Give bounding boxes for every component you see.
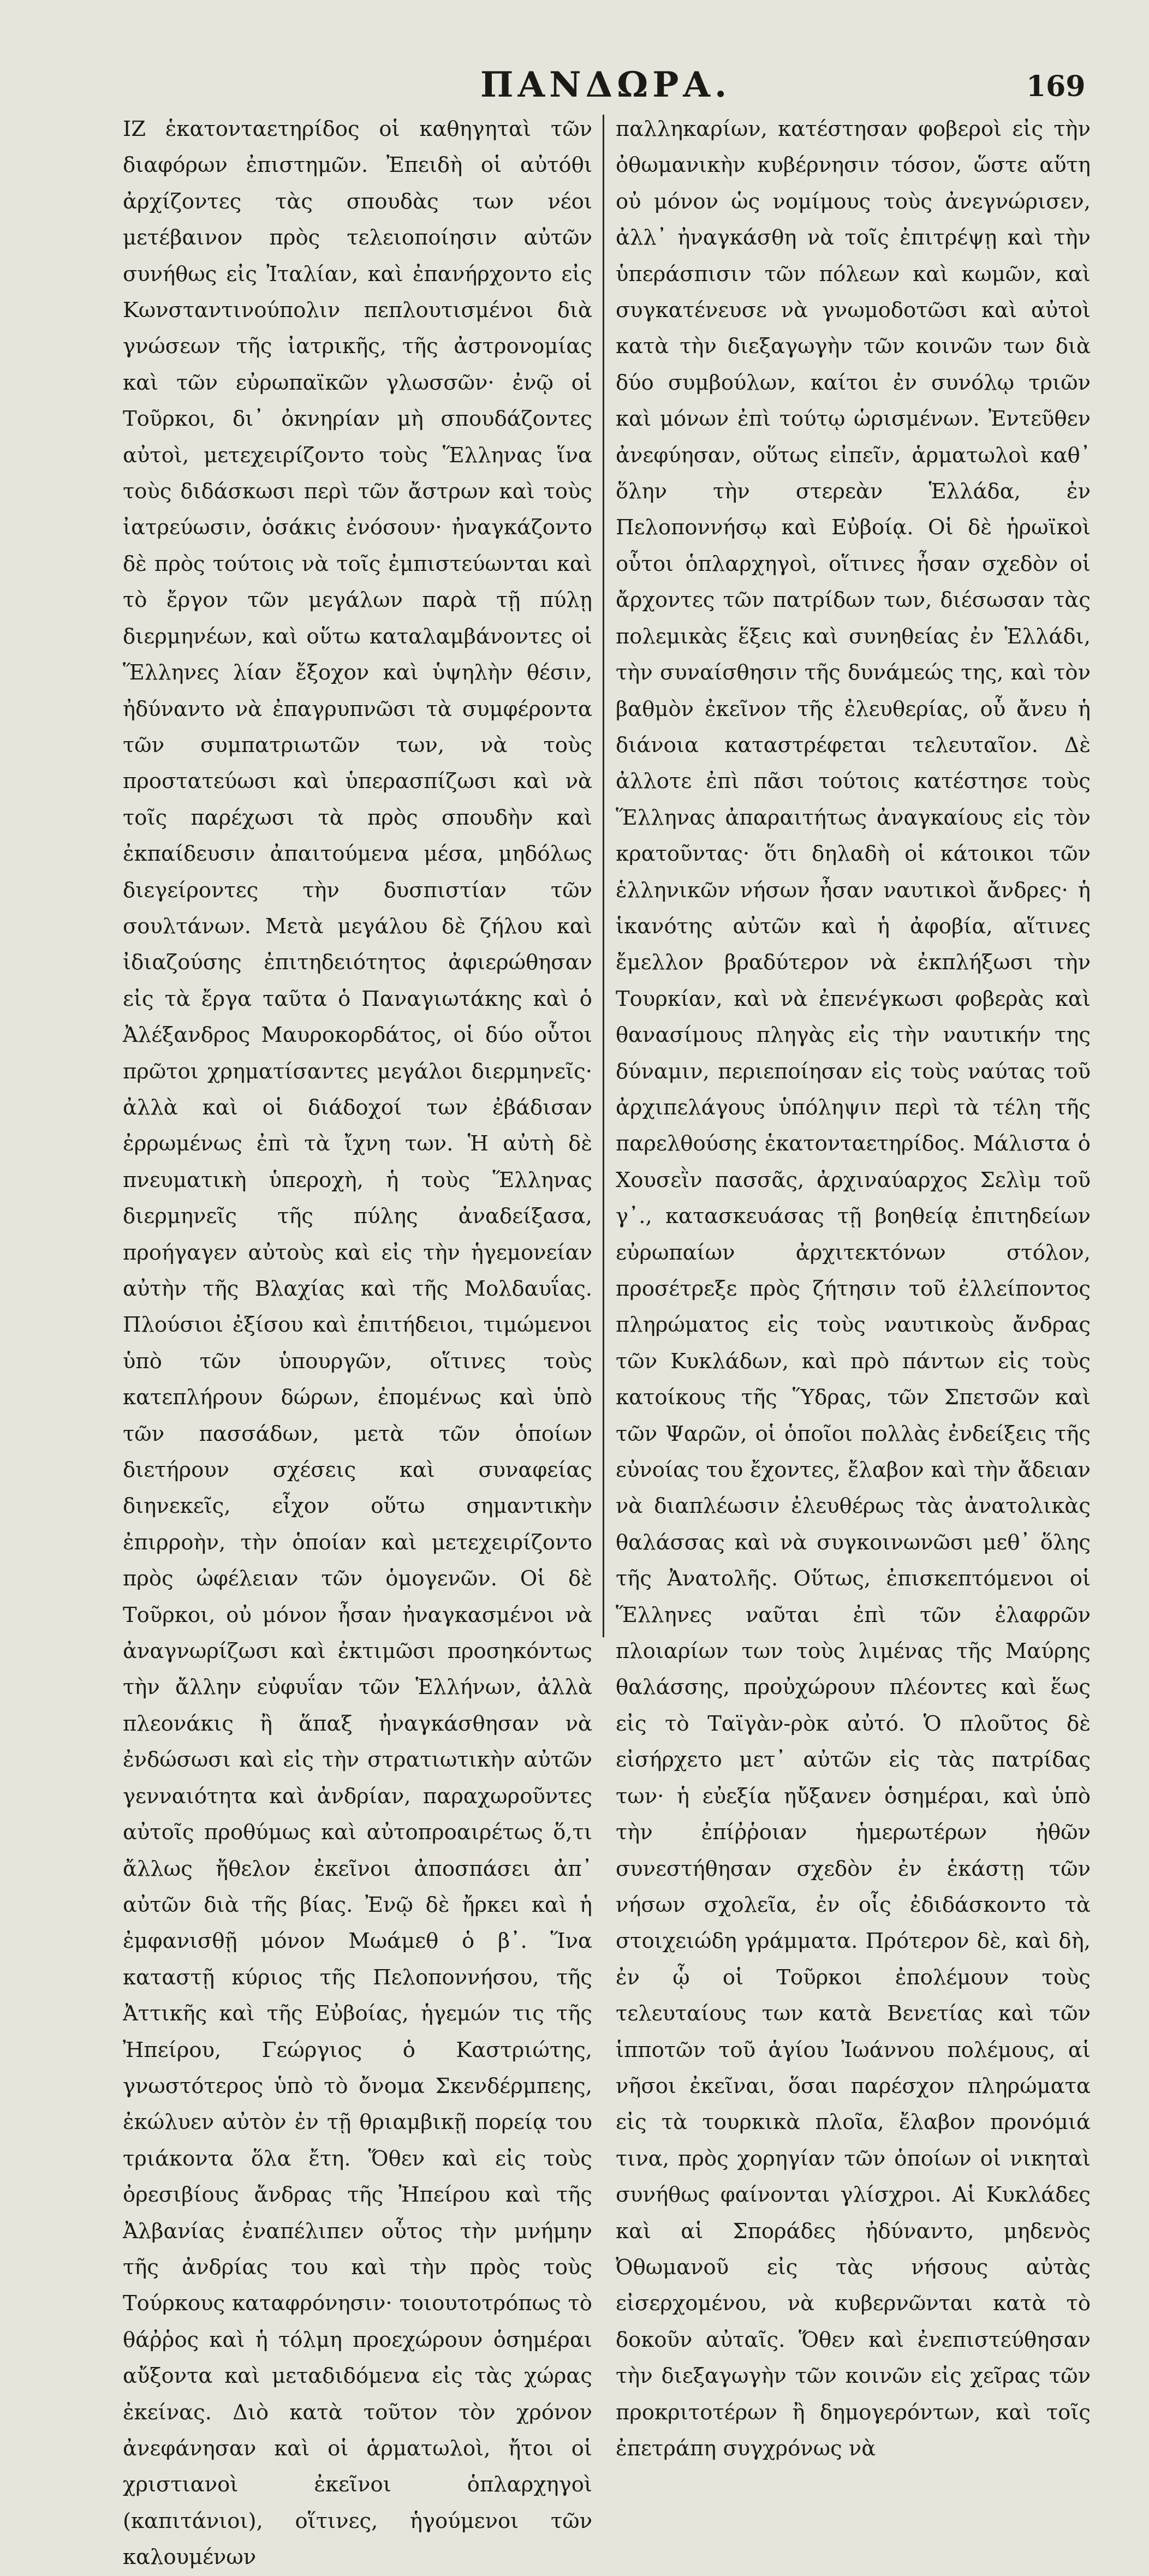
text-column-right [616, 111, 1091, 2461]
page-number: 169 [1026, 70, 1086, 103]
page-header [0, 0, 1149, 120]
column-right-text: παλληκαρίων, κατέστησαν φοβεροὶ εἰς τὴν ὀθωμανικὴν κυβέρνησιν τόσον, ὥστε αὕτη οὐ μόνον ὡς νομίμους τοὺς ἀνεγνώρισεν, ἀλλ᾽ ἠναγκάσθη νὰ τοῖς ἐπιτρέψῃ καὶ τὴν ὑπεράσπισιν τῶν πόλεων καὶ κωμῶν, καὶ συγκατένευσε νὰ γνωμοδοτῶσι καὶ αὐτοὶ κατὰ τὴν διεξαγωγὴν τῶν κοινῶν των διὰ δύο συμβούλων, καίτοι ἐν συνόλῳ τριῶν καὶ μόνων ἐπὶ τούτῳ ὡρισμένων. Ἐντεῦθεν ἀνεφύησαν, οὕτως εἰπεῖν, ἁρματωλοὶ καθ᾽ ὅλην τὴν στερεὰν Ἑλλάδα, ἐν Πελοποννήσῳ καὶ Εὐβοίᾳ. Οἱ δὲ ἡρωϊκοὶ οὗτοι ὁπλαρχηγοὶ, οἵτινες ἦσαν σχεδὸν οἱ ἄρχοντες τῶν πατρίδων των, διέσωσαν τὰς πολεμικὰς ἕξεις καὶ συνηθείας ἐν Ἑλλάδι, τὴν συναίσθησιν τῆς δυνάμεώς της, καὶ τὸν βαθμὸν ἐκεῖνον τῆς ἐλευθερίας, οὗ ἄνευ ἡ διάνοια καταστρέφεται τελευταῖον. Δὲ ἀλλοτε ἐπὶ πᾶσι τούτοις κατέστησε τοὺς Ἕλληνας ἀπαραιτήτως ἀναγκαίους εἰς τὸν κρατοῦντας· ὅτι δηλαδὴ οἱ κάτοικοι τῶν ἑλληνικῶν νήσων ἦσαν ναυτικοὶ ἄνδρες· ἡ ἱκανότης αὐτῶν καὶ ἡ ἀφοβία, αἵτινες ἔμελλον βραδύτερον νὰ ἐκπλήξωσι τὴν Τουρκίαν, καὶ νὰ ἐπενέγκωσι φοβερὰς καὶ θανασίμους πληγὰς εἰς τὴν ναυτικήν της δύναμιν, περιεποίησαν εἰς τοὺς ναύτας τοῦ ἀρχιπελάγους ὑπόληψιν περὶ τὰ τέλη τῆς παρελθούσης ἑκατονταετηρίδος. Μάλιστα ὁ Χουσεῒν πασσᾶς, ἀρχιναύαρχος Σελὶμ τοῦ γ᾽., κατασκευάσας τῇ βοηθείᾳ ἐπιτηδείων εὐρωπαίων ἀρχιτεκτόνων στόλον, προσέτρεξε πρὸς ζήτησιν τοῦ ἐλλείποντος πληρώματος εἰς τοὺς ναυτικοὺς ἄνδρας τῶν Κυκλάδων, καὶ πρὸ πάντων εἰς τοὺς κατοίκους τῆς Ὕδρας, τῶν Σπετσῶν καὶ τῶν Ψαρῶν, οἱ ὁποῖοι πολλὰς ἐνδείξεις τῆς εὐνοίας του ἔχοντες, ἔλαβον καὶ τὴν ἄδειαν νὰ διαπλέωσιν ἐλευθέρως τὰς ἀνατολικὰς θαλάσσας καὶ νὰ συγκοινωνῶσι μεθ᾽ ὅλης τῆς Ἀνατολῆς. Οὕτως, ἐπισκεπτόμενοι οἱ Ἕλληνες ναῦται ἐπὶ τῶν ἐλαφρῶν πλοιαρίων των τοὺς λιμένας τῆς Μαύρης θαλάσσης, προὐχώρουν πλέοντες καὶ ἕως εἰς τὸ Ταϊγὰν-ρὸκ αὐτό. Ὁ πλοῦτος δὲ εἰσήρχετο μετ᾽ αὐτῶν εἰς τὰς πατρίδας των· ἡ εὐεξία ηὔξανεν ὁσημέραι, καὶ ὑπὸ τὴν ἐπίῤῥοιαν ἡμερωτέρων ἠθῶν συνεστήθησαν σχεδὸν ἐν ἑκάστῃ τῶν νήσων σχολεῖα, ἐν οἷς ἐδιδάσκοντο τὰ στοιχειώδη γράμματα. Πρότερον δὲ, καὶ δὴ, ἐν ᾧ οἱ Τοῦρκοι ἐπολέμουν τοὺς τελευταίους των κατὰ Βενετίας καὶ τῶν ἱπποτῶν τοῦ ἁγίου Ἰωάννου πολέμους, αἱ νῆσοι ἐκεῖναι, ὅσαι παρέσχον πληρώματα εἰς τὰ τουρκικὰ πλοῖα, ἔλαβον προνόμιά τινα, πρὸς χορηγίαν τῶν ὁποίων οἱ νικηταὶ συνήθως φαίνονται γλίσχροι. Αἱ Κυκλάδες καὶ αἱ Σποράδες ἠδύναντο, μηδενὸς Ὀθωμανοῦ εἰς τὰς νήσους αὐτὰς εἰσερχομένου, νὰ κυβερνῶνται κατὰ τὸ δοκοῦν αὐταῖς. Ὅθεν καὶ ἐνεπιστεύθησαν τὴν διεξαγωγὴν τῶν κοινῶν εἰς χεῖρας τῶν προκριτοτέρων ἢ δημογερόντων, καὶ τοῖς ἐπετράπη συγχρόνως νὰ [616, 117, 1091, 2461]
text-column-left [123, 111, 592, 2570]
column-divider [603, 115, 604, 1637]
column-left-text: ΙΖ ἑκατονταετηρίδος οἱ καθηγηταὶ τῶν διαφόρων ἐπιστημῶν. Ἐπειδὴ οἱ αὐτόθι ἀρχίζοντες τὰς σπουδὰς των νέοι μετέβαινον πρὸς τελειοποίησιν αὐτῶν συνήθως εἰς Ἰταλίαν, καὶ ἐπανήρχοντο εἰς Κωνσταντινούπολιν πεπλουτισμένοι διὰ γνώσεων τῆς ἰατρικῆς, τῆς ἀστρονομίας καὶ τῶν εὐρωπαϊκῶν γλωσσῶν· ἐνῷ οἱ Τοῦρκοι, δι᾽ ὀκνηρίαν μὴ σπουδάζοντες αὐτοὶ, μετεχειρίζοντο τοὺς Ἕλληνας ἵνα τοὺς διδάσκωσι περὶ τῶν ἄστρων καὶ τοὺς ἰατρεύωσιν, ὁσάκις ἐνόσουν· ἠναγκάζοντο δὲ πρὸς τούτοις νὰ τοῖς ἐμπιστεύωνται καὶ τὸ ἔργον τῶν μεγάλων παρὰ τῇ πύλῃ διερμηνέων, καὶ οὕτω καταλαμβάνοντες οἱ Ἕλληνες λίαν ἔξοχον καὶ ὑψηλὴν θέσιν, ἠδύναντο νὰ ἐπαγρυπνῶσι τὰ συμφέροντα τῶν συμπατριωτῶν των, νὰ τοὺς προστατεύωσι καὶ ὑπερασπίζωσι καὶ νὰ τοῖς παρέχωσι τὰ πρὸς σπουδὴν καὶ ἐκπαίδευσιν ἀπαιτούμενα μέσα, μηδόλως διεγείροντες τὴν δυσπιστίαν τῶν σουλτάνων. Μετὰ μεγάλου δὲ ζήλου καὶ ἰδιαζούσης ἐπιτηδειότητος ἀφιερώθησαν εἰς τὰ ἔργα ταῦτα ὁ Παναγιωτάκης καὶ ὁ Ἀλέξανδρος Μαυροκορδάτος, οἱ δύο οὗτοι πρῶτοι χρηματίσαντες μεγάλοι διερμηνεῖς· ἀλλὰ καὶ οἱ διάδοχοί των ἐβάδισαν ἐρρωμένως ἐπὶ τὰ ἴχνη των. Ἡ αὐτὴ δὲ πνευματικὴ ὑπεροχὴ, ἡ τοὺς Ἕλληνας διερμηνεῖς τῆς πύλης ἀναδείξασα, προήγαγεν αὐτοὺς καὶ εἰς τὴν ἡγεμονείαν αὐτὴν τῆς Βλαχίας καὶ τῆς Μολδαυΐας. Πλούσιοι ἐξίσου καὶ ἐπιτήδειοι, τιμώμενοι ὑπὸ τῶν ὑπουργῶν, οἵτινες τοὺς κατεπλήρουν δώρων, ἐπομένως καὶ ὑπὸ τῶν πασσάδων, μετὰ τῶν ὁποίων διετήρουν σχέσεις καὶ συναφείας διηνεκεῖς, εἶχον οὕτω σημαντικὴν ἐπιρροὴν, τὴν ὁποίαν καὶ μετεχειρίζοντο πρὸς ὠφέλειαν τῶν ὁμογενῶν. Οἱ δὲ Τοῦρκοι, οὐ μόνον ἦσαν ἠναγκασμένοι νὰ ἀναγνωρίζωσι καὶ ἐκτιμῶσι προσηκόντως τὴν ἄλλην εὐφυΐαν τῶν Ἑλλήνων, ἀλλὰ πλεονάκις ἢ ἅπαξ ἠναγκάσθησαν νὰ ἐνδώσωσι καὶ εἰς τὴν στρατιωτικὴν αὐτῶν γενναιότητα καὶ ἀνδρίαν, παραχωροῦντες αὐτοῖς προθύμως καὶ αὐτοπροαιρέτως ὅ,τι ἄλλως ἤθελον ἐκεῖνοι ἀποσπάσει ἀπ᾽ αὐτῶν διὰ τῆς βίας. Ἐνῷ δὲ ἤρκει καὶ ἡ ἐμφανισθῇ μόνον Μωάμεθ ὁ β᾽. Ἵνα καταστῇ κύριος τῆς Πελοποννήσου, τῆς Ἀττικῆς καὶ τῆς Εὐβοίας, ἡγεμών τις τῆς Ἠπείρου, Γεώργιος ὁ Καστριώτης, γνωστότερος ὑπὸ τὸ ὄνομα Σκενδέρμπεης, ἐκώλυεν αὐτὸν ἐν τῇ θριαμβικῇ πορείᾳ του τριάκοντα ὅλα ἔτη. Ὅθεν καὶ εἰς τοὺς ὀρεσιβίους ἄνδρας τῆς Ἠπείρου καὶ τῆς Ἀλβανίας ἐναπέλιπεν οὗτος τὴν μνήμην τῆς ἀνδρίας του καὶ τὴν πρὸς τοὺς Τούρκους καταφρόνησιν· τοιουτοτρόπως τὸ θάῤῥος καὶ ἡ τόλμη προεχώρουν ὁσημέραι αὔξοντα καὶ μεταδιδόμενα εἰς τὰς χώρας ἐκείνας. Διὸ κατὰ τοῦτον τὸν χρόνον ἀνεφάνησαν καὶ οἱ ἁρματωλοὶ, ἤτοι οἱ χριστιανοὶ ἐκεῖνοι ὁπλαρχηγοὶ (καπιτάνιοι), οἵτινες, ἡγούμενοι τῶν καλουμένων [123, 117, 592, 2570]
running-title: ΠΑΝΔΩΡΑ. [480, 64, 731, 105]
